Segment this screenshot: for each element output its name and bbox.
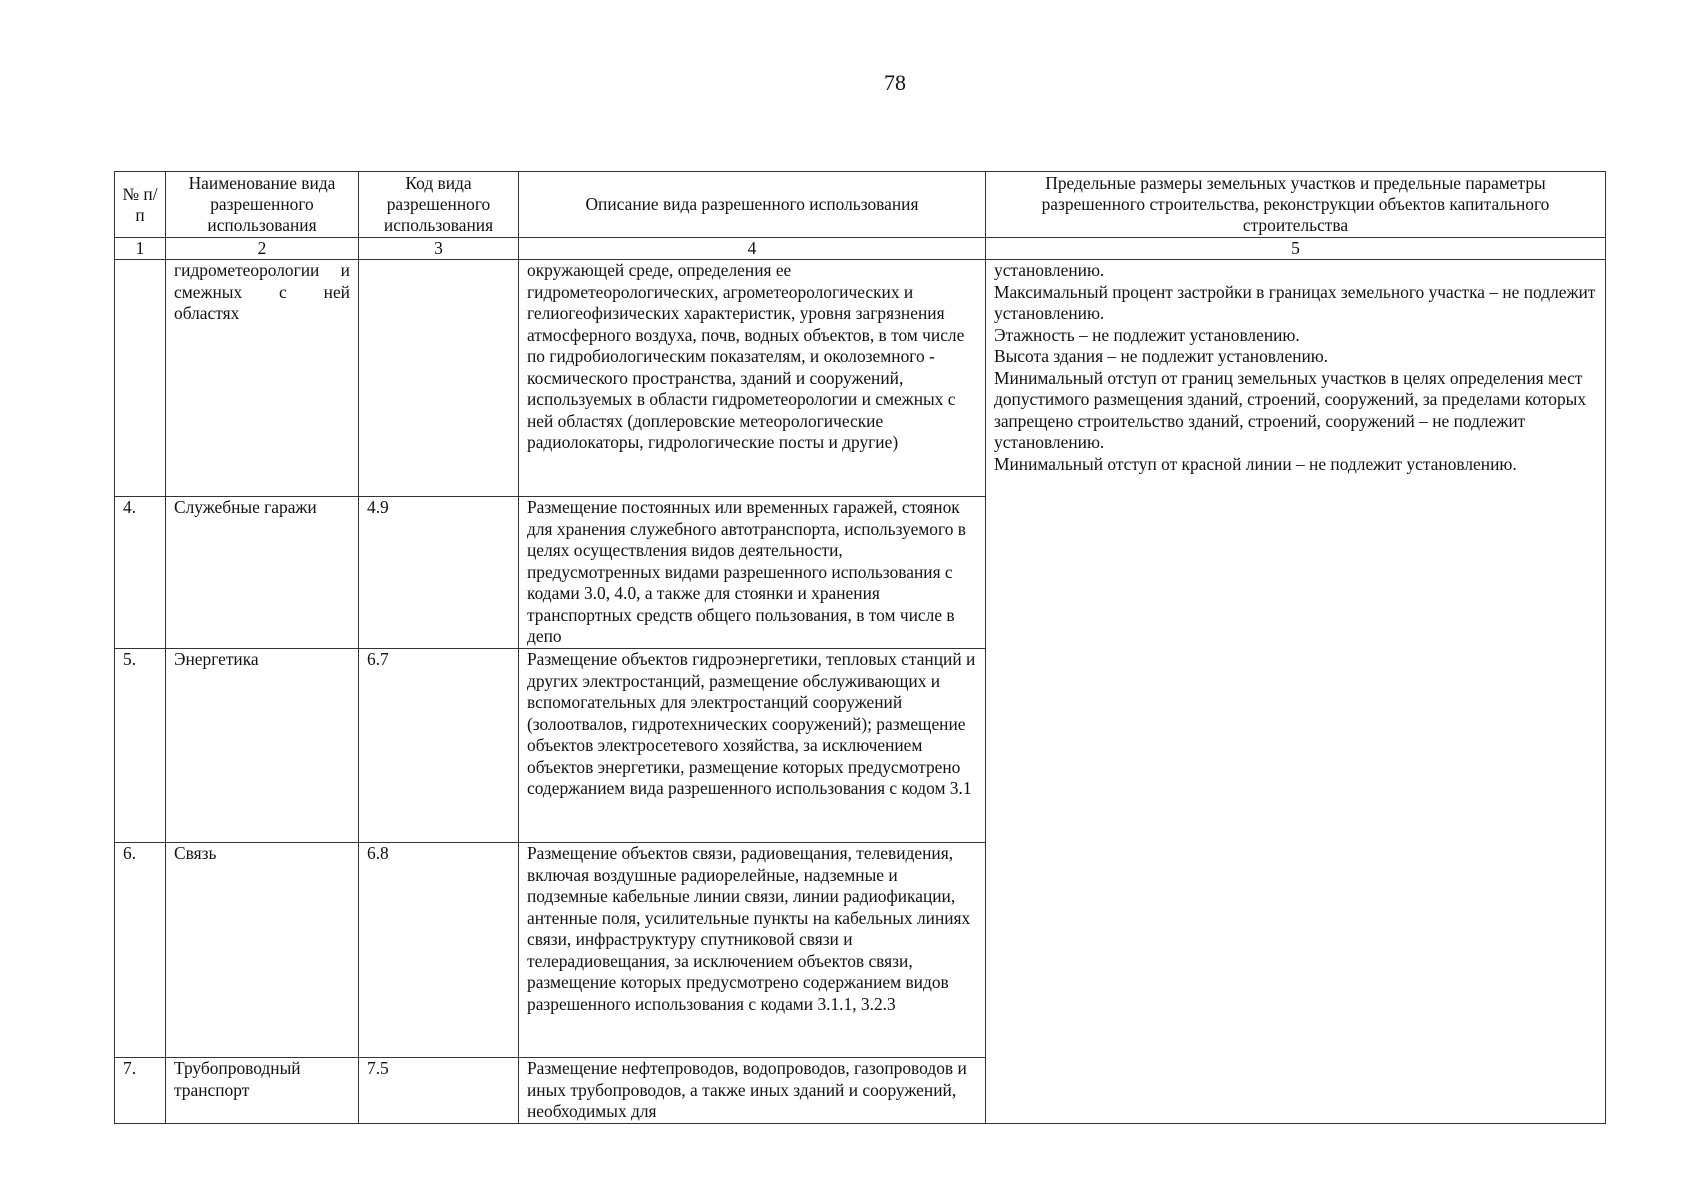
row-num	[115, 260, 166, 497]
row-num: 6.	[115, 843, 166, 1058]
row-name: Трубопроводный транспорт	[166, 1058, 359, 1124]
row-num: 5.	[115, 649, 166, 843]
page-number: 78	[884, 70, 906, 95]
row-name: Энергетика	[166, 649, 359, 843]
params-line: Максимальный процент застройки в границах земельного участка – не подлежит установлению.	[994, 281, 1596, 323]
header-name: Наименование вида разрешенного использования	[166, 172, 359, 238]
header-code: Код вида разрешенного использования	[359, 172, 519, 238]
row-num: 4.	[115, 497, 166, 649]
params-line: Этажность – не подлежит установлению.	[994, 324, 1300, 345]
row-code: 4.9	[359, 497, 519, 649]
header-params: Предельные размеры земельных участков и предельные параметры разрешенного строительства, реконструкции объектов капитального строительства	[986, 172, 1606, 238]
table-header-row	[115, 172, 1606, 238]
row-description: Размещение объектов связи, радиовещания, телевидения, включая воздушные радиорелейные, надземные и подземные кабельные линии связи, линии радиофикации, антенные поля, усилительные пункты на кабельных линиях связи, инфраструктуру спутниковой связи и телерадиовещания, за исключением объектов связи, размещение которых предусмотрено содержанием видов разрешенного использования с кодами 3.1.1, 3.2.3	[519, 843, 986, 1058]
row-name: гидрометеорологии и смежных с ней областях	[166, 260, 359, 497]
row-description: Размещение нефтепроводов, водопроводов, газопроводов и иных трубопроводов, а также иных зданий и сооружений, необходимых для	[519, 1058, 986, 1124]
row-name: Связь	[166, 843, 359, 1058]
row-name: Служебные гаражи	[166, 497, 359, 649]
column-number: 1	[115, 238, 166, 260]
land-use-table	[114, 171, 1606, 1124]
params-line: Минимальный отступ от красной линии – не подлежит установлению.	[994, 453, 1517, 474]
header-num: № п/п	[115, 172, 166, 238]
column-number: 2	[166, 238, 359, 260]
params-line: Высота здания – не подлежит установлению.	[994, 346, 1329, 366]
row-code: 6.8	[359, 843, 519, 1058]
column-number: 3	[359, 238, 519, 260]
table-row	[115, 260, 1606, 497]
params-cell	[986, 260, 1606, 1124]
column-number: 4	[519, 238, 986, 260]
params-line: установлению.	[994, 260, 1105, 280]
row-code: 6.7	[359, 649, 519, 843]
row-description: Размещение постоянных или временных гаражей, стоянок для хранения служебного автотранспорта, используемого в целях осуществления видов деятельности, предусмотренных видами разрешенного использования с кодами 3.0, 4.0, а также для стоянки и хранения транспортных средств общего пользования, в том числе в депо	[519, 497, 986, 649]
params-line: Минимальный отступ от границ земельных участков в целях определения мест допустимого размещения зданий, строений, сооружений, за пределами которых запрещено строительство зданий, строений, сооружений – не подлежит установлению.	[994, 367, 1587, 452]
column-number-row	[115, 238, 1606, 260]
column-number: 5	[986, 238, 1606, 260]
row-code	[359, 260, 519, 497]
row-code: 7.5	[359, 1058, 519, 1124]
row-num: 7.	[115, 1058, 166, 1124]
header-description: Описание вида разрешенного использования	[519, 172, 986, 238]
row-description: Размещение объектов гидроэнергетики, тепловых станций и других электростанций, размещение обслуживающих и вспомогательных для электростанций сооружений (золоотвалов, гидротехнических сооружений); размещение объектов электросетевого хозяйства, за исключением объектов энергетики, размещение которых предусмотрено содержанием вида разрешенного использования с кодом 3.1	[519, 649, 986, 843]
row-description: окружающей среде, определения ее гидрометеорологических, агрометеорологических и гелиогеофизических характеристик, уровня загрязнения атмосферного воздуха, почв, водных объектов, в том числе по гидробиологическим показателям, и околоземного - космического пространства, зданий и сооружений, используемых в области гидрометеорологии и смежных с ней областях (доплеровские метеорологические радиолокаторы, гидрологические посты и другие)	[519, 260, 986, 497]
